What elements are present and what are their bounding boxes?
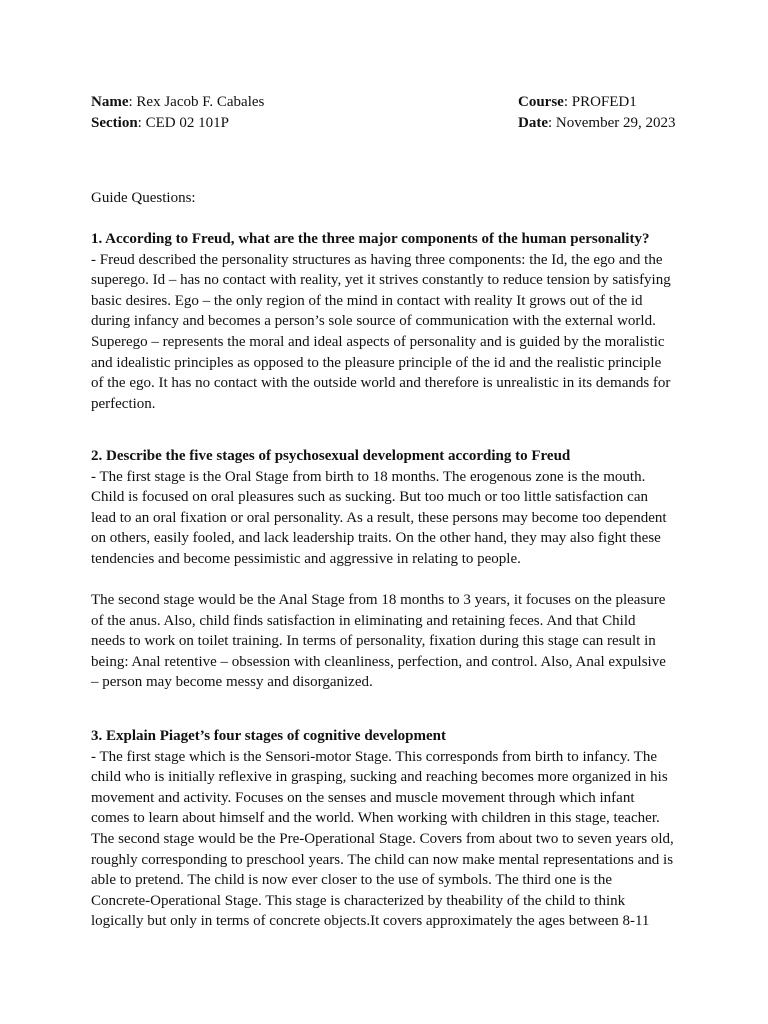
- answer-line: roughly corresponding to preschool years. The child can now make mental representations and is: [91, 851, 674, 868]
- answer-line: The second stage would be the Anal Stage from 18 months to 3 years, it focuses on the pleasure: [91, 592, 666, 608]
- answer-line: superego. Id – has no contact with reality, yet it strives constantly to reduce tension by satisfying: [91, 272, 671, 289]
- answer-line: Child is focused on oral pleasures such as sucking. But too much or too little satisfaction can: [91, 489, 648, 506]
- answer-line: needs to work on toilet training. In terms of personality, fixation during this stage can result in: [91, 633, 656, 650]
- answer-line: movement and activity. Focuses on the senses and muscle movement through which infant: [91, 789, 635, 806]
- answer-line: The second stage would be the Pre-Operational Stage. Covers from about two to seven years old,: [91, 830, 674, 847]
- answer-line: logically but only in terms of concrete objects.It covers approximately the ages between 8-11: [91, 913, 650, 930]
- answer-line: Superego – represents the moral and ideal aspects of personality and is guided by the moralistic: [91, 333, 665, 350]
- question-3-heading: 3. Explain Piaget’s four stages of cognitive development: [91, 728, 446, 744]
- answer-line: - The first stage which is the Sensori-motor Stage. This corresponds from birth to infancy. The: [91, 748, 658, 765]
- answer-line: able to pretend. The child is now ever closer to the use of symbols. The third one is the: [91, 872, 612, 889]
- answer-line: - The first stage is the Oral Stage from birth to 18 months. The erogenous zone is the mouth.: [91, 468, 646, 485]
- date-row: [518, 113, 675, 133]
- answer-line: during infancy and becomes a person’s sole source of communication with the external world.: [91, 313, 656, 330]
- answer-line: of the anus. Also, child finds satisfaction in eliminating and retaining feces. And that Child: [91, 612, 636, 629]
- section-row: [91, 113, 229, 133]
- date-label: Date: [518, 115, 548, 131]
- answer-line: Concrete-Operational Stage. This stage is characterized by theability of the child to think: [91, 892, 626, 909]
- name-row: [91, 92, 264, 112]
- question-3-answer: [91, 747, 691, 932]
- section-value: : CED 02 101P: [137, 115, 229, 131]
- answer-line: - Freud described the personality structures as having three components: the Id, the ego and the: [91, 251, 663, 268]
- answer-line: and idealistic principles as opposed to the pleasure principle of the id and the realistic principle: [91, 354, 662, 371]
- name-label: Name: [91, 94, 129, 110]
- course-label: Course: [518, 94, 564, 110]
- question-1: [91, 229, 691, 414]
- question-2-answer-part-1: [91, 467, 691, 570]
- guide-questions-title: Guide Questions:: [91, 190, 196, 206]
- question-1-heading: 1. According to Freud, what are the three major components of the human personality?: [91, 231, 650, 247]
- question-1-answer: [91, 250, 691, 415]
- answer-line: perfection.: [91, 395, 156, 412]
- answer-line: tendencies and become pessimistic and aggressive in relating to people.: [91, 550, 521, 567]
- question-2: [91, 446, 691, 570]
- date-value: : November 29, 2023: [548, 115, 676, 131]
- question-3: [91, 726, 691, 932]
- name-value: : Rex Jacob F. Cabales: [128, 94, 265, 110]
- answer-line: comes to learn about himself and the world. When working with children in this stage, teacher.: [91, 810, 660, 827]
- course-row: [518, 92, 637, 112]
- question-2-answer-part-2: [91, 590, 691, 693]
- answer-line: basic desires. Ego – the only region of the mind in contact with reality It grows out of the id: [91, 292, 643, 309]
- answer-line: being: Anal retentive – obsession with cleanliness, perfection, and control. Also, Anal expulsive: [91, 653, 666, 670]
- answer-line: on others, easily fooled, and lack leadership traits. On the other hand, they may also fight these: [91, 530, 661, 547]
- section-label: Section: [91, 115, 138, 131]
- answer-line: child who is initially reflexive in grasping, sucking and reaching becomes more organized in his: [91, 769, 668, 786]
- course-value: : PROFED1: [563, 94, 637, 110]
- question-2-heading: 2. Describe the five stages of psychosexual development according to Freud: [91, 448, 571, 464]
- answer-line: of the ego. It has no contact with the outside world and therefore is unrealistic in its demands for: [91, 375, 671, 392]
- answer-line: lead to an oral fixation or oral personality. As a result, these persons may become too dependent: [91, 509, 667, 526]
- answer-line: – person may become messy and disorganized.: [91, 674, 373, 691]
